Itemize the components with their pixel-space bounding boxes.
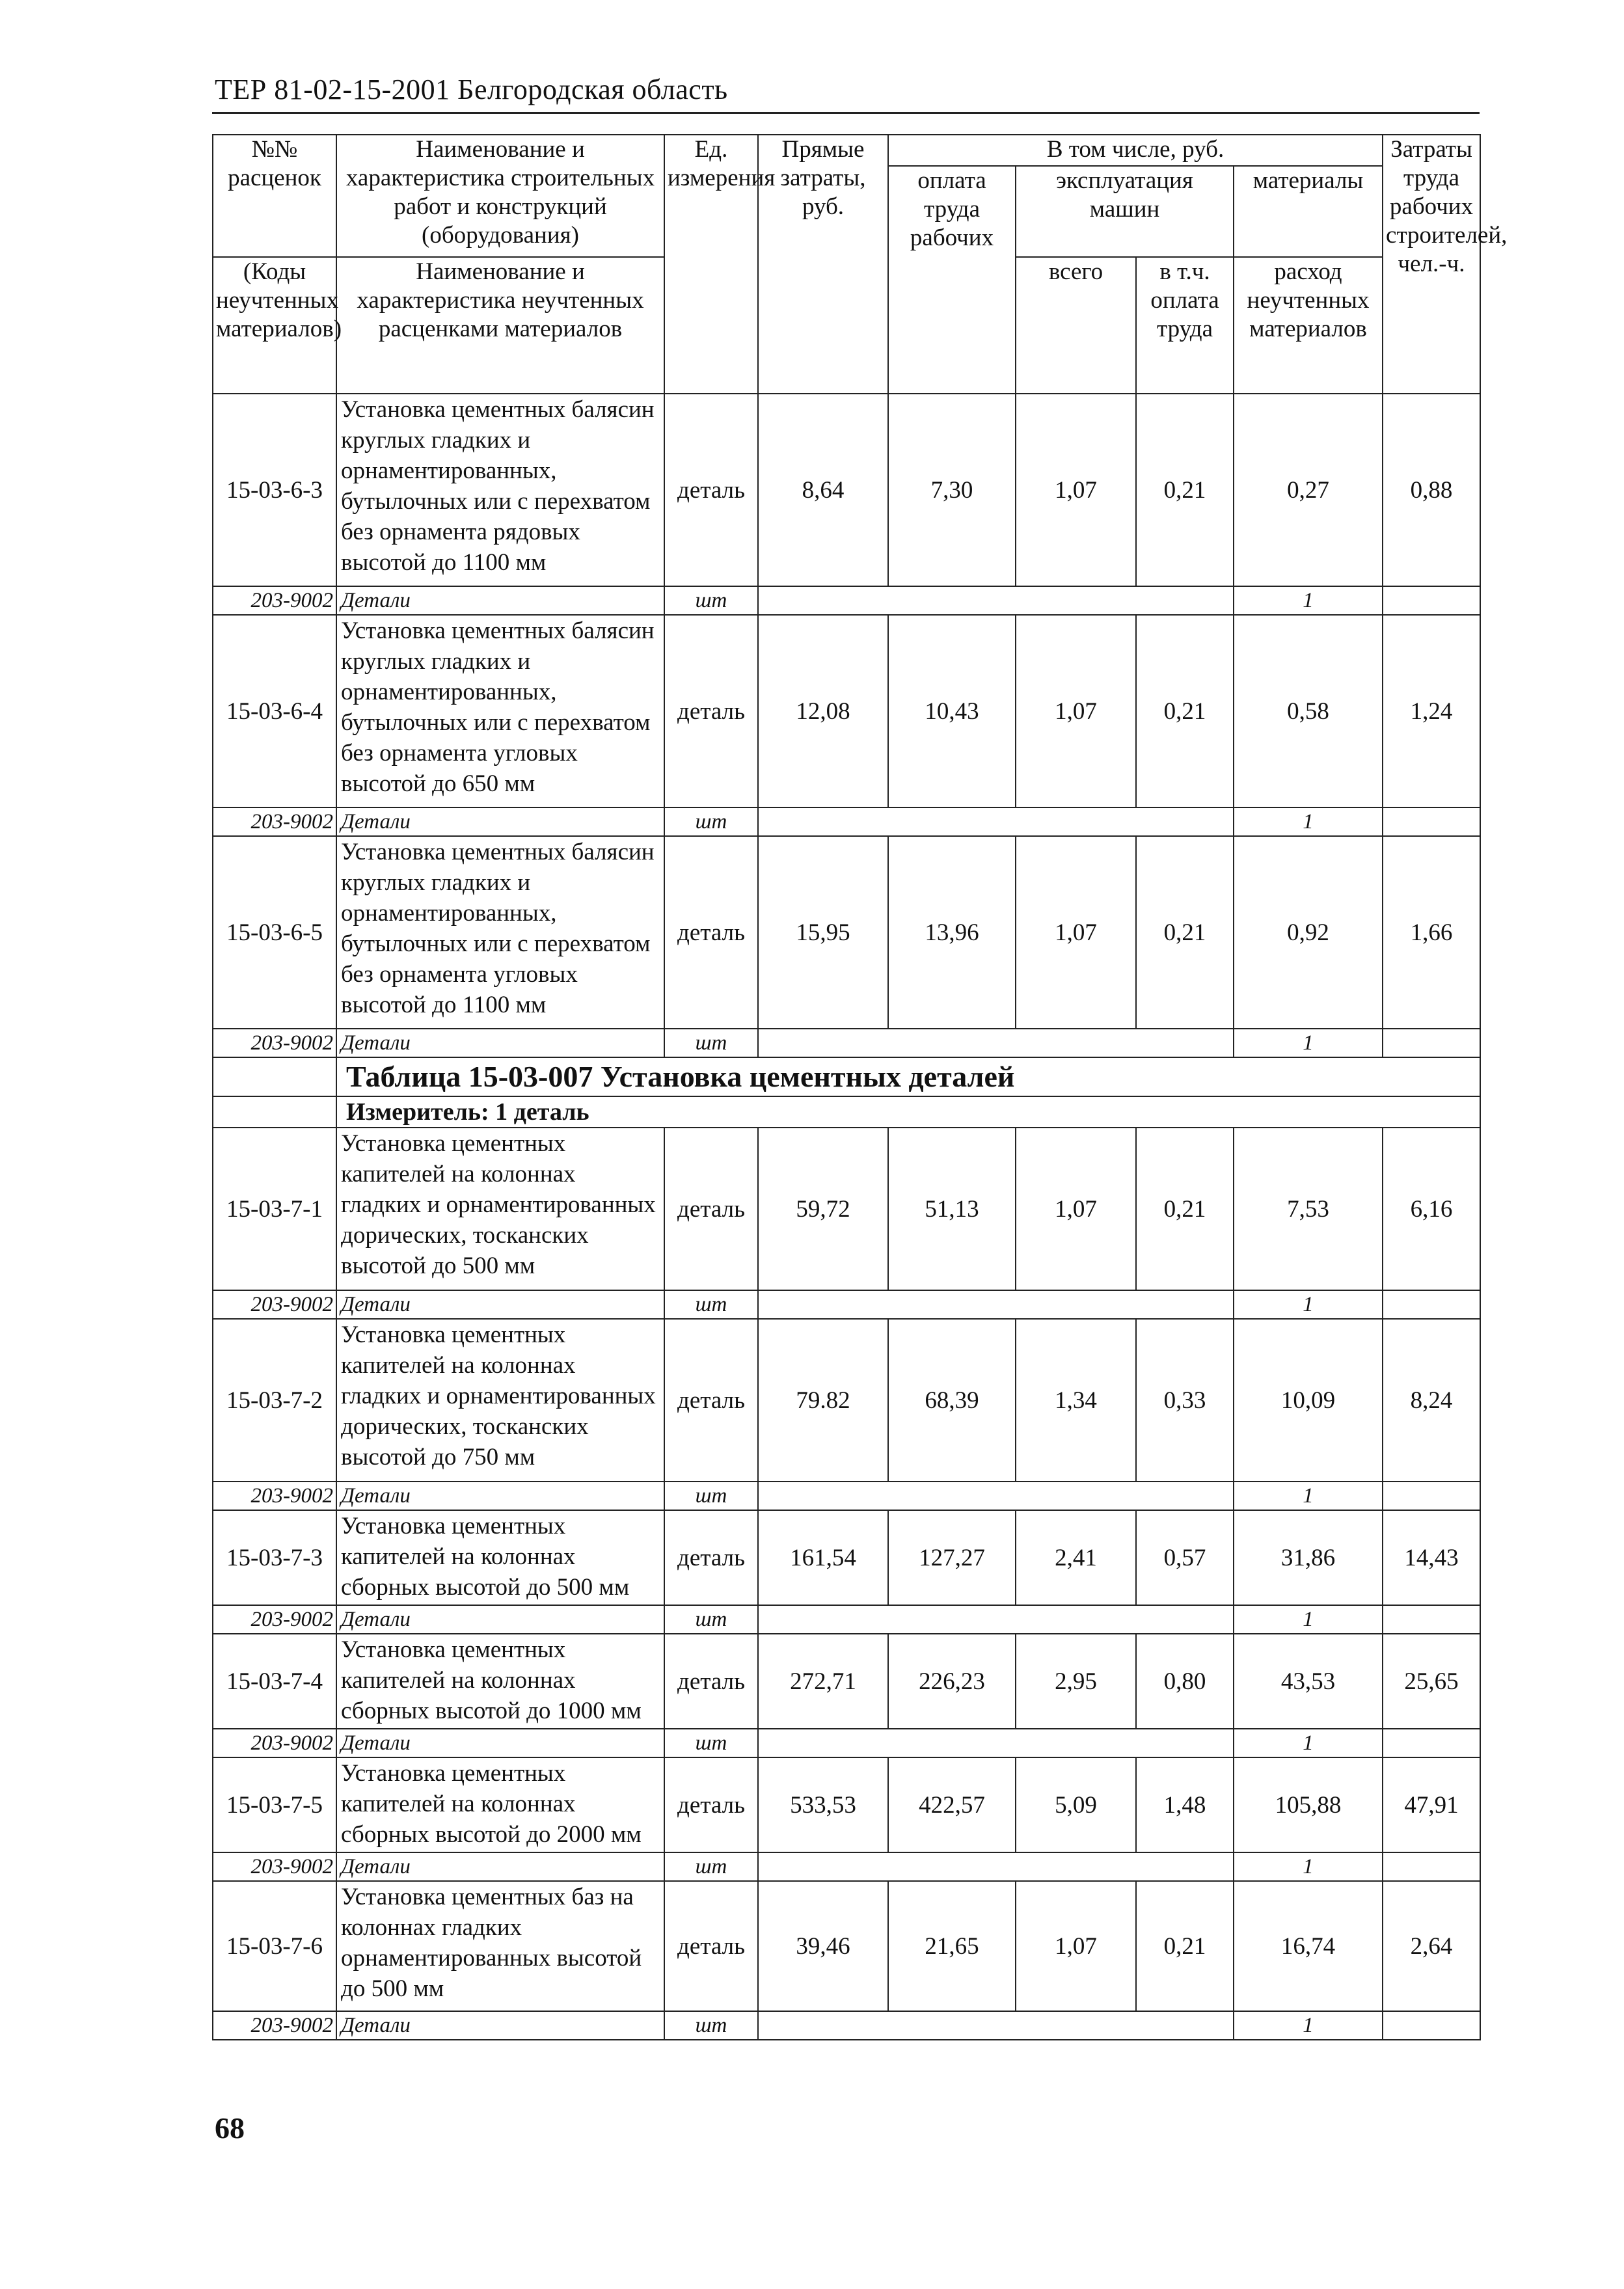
col-labor-pay: оплата труда рабочих bbox=[888, 166, 1016, 394]
machines-total: 1,07 bbox=[1016, 836, 1136, 1029]
direct-cost: 272,71 bbox=[758, 1634, 888, 1729]
unit-empty bbox=[213, 1096, 336, 1128]
material-unit: шт bbox=[664, 1029, 758, 1057]
labor-hours: 8,24 bbox=[1383, 1319, 1480, 1482]
labor-pay: 7,30 bbox=[888, 394, 1016, 586]
rate-unit: деталь bbox=[664, 836, 758, 1029]
table-title-row bbox=[213, 1057, 1480, 1096]
rate-code: 15-03-7-1 bbox=[213, 1128, 336, 1290]
rate-unit: деталь bbox=[664, 394, 758, 586]
col-rate-no: №№ расценок bbox=[213, 135, 336, 257]
col-labor-cost: Затраты труда рабочих строителей, чел.-ч. bbox=[1383, 135, 1480, 394]
materials-cost: 0,92 bbox=[1234, 836, 1383, 1029]
material-qty: 1 bbox=[1234, 1029, 1383, 1057]
materials-cost: 7,53 bbox=[1234, 1128, 1383, 1290]
rate-unit: деталь bbox=[664, 1128, 758, 1290]
machines-pay: 0,57 bbox=[1136, 1510, 1234, 1605]
material-empty-last bbox=[1383, 1290, 1480, 1319]
direct-cost: 39,46 bbox=[758, 1881, 888, 2011]
col-unaccounted-use: расход неучтенных материалов bbox=[1234, 257, 1383, 394]
machines-total: 1,07 bbox=[1016, 1128, 1136, 1290]
labor-pay: 422,57 bbox=[888, 1757, 1016, 1852]
material-name: Детали bbox=[336, 1290, 664, 1319]
material-empty bbox=[758, 1729, 1234, 1757]
machines-total: 1,07 bbox=[1016, 394, 1136, 586]
machines-total: 2,41 bbox=[1016, 1510, 1136, 1605]
labor-hours: 1,24 bbox=[1383, 615, 1480, 807]
rate-code: 15-03-6-5 bbox=[213, 836, 336, 1029]
machines-pay: 0,80 bbox=[1136, 1634, 1234, 1729]
materials-cost: 31,86 bbox=[1234, 1510, 1383, 1605]
material-qty: 1 bbox=[1234, 1729, 1383, 1757]
labor-pay: 68,39 bbox=[888, 1319, 1016, 1482]
col-incl: В том числе, руб. bbox=[888, 135, 1383, 166]
rate-row bbox=[213, 1510, 1480, 1605]
rate-code: 15-03-7-2 bbox=[213, 1319, 336, 1482]
material-qty: 1 bbox=[1234, 1605, 1383, 1634]
rate-unit: деталь bbox=[664, 1510, 758, 1605]
material-unit: шт bbox=[664, 1729, 758, 1757]
material-empty-last bbox=[1383, 586, 1480, 615]
material-row bbox=[213, 586, 1480, 615]
material-code: 203-9002 bbox=[213, 1482, 336, 1510]
material-row bbox=[213, 1729, 1480, 1757]
rate-name: Установка цементных капителей на колоннах гладких и орнаментированных дорических, тосканских высотой до 750 мм bbox=[336, 1319, 664, 1482]
table-unit-row bbox=[213, 1096, 1480, 1128]
material-empty-last bbox=[1383, 2011, 1480, 2040]
material-unit: шт bbox=[664, 807, 758, 836]
material-code: 203-9002 bbox=[213, 807, 336, 836]
machines-pay: 0,33 bbox=[1136, 1319, 1234, 1482]
material-name: Детали bbox=[336, 1605, 664, 1634]
material-empty bbox=[758, 2011, 1234, 2040]
col-name: Наименование и характеристика строительных работ и конструкций (оборудования) bbox=[336, 135, 664, 257]
material-empty-last bbox=[1383, 807, 1480, 836]
rate-unit: деталь bbox=[664, 1319, 758, 1482]
direct-cost: 15,95 bbox=[758, 836, 888, 1029]
direct-cost: 59,72 bbox=[758, 1128, 888, 1290]
rate-code: 15-03-6-4 bbox=[213, 615, 336, 807]
page-header-title: ТЕР 81-02-15-2001 Белгородская область bbox=[215, 74, 728, 105]
header-rule bbox=[212, 112, 1480, 114]
material-empty bbox=[758, 1605, 1234, 1634]
material-row bbox=[213, 1290, 1480, 1319]
material-qty: 1 bbox=[1234, 586, 1383, 615]
material-name: Детали bbox=[336, 1852, 664, 1881]
material-qty: 1 bbox=[1234, 2011, 1383, 2040]
material-name: Детали bbox=[336, 586, 664, 615]
material-row bbox=[213, 1029, 1480, 1057]
rates-table bbox=[212, 134, 1508, 2040]
rate-code: 15-03-7-6 bbox=[213, 1881, 336, 2011]
material-qty: 1 bbox=[1234, 1482, 1383, 1510]
material-row bbox=[213, 1605, 1480, 1634]
material-qty: 1 bbox=[1234, 1290, 1383, 1319]
machines-pay: 0,21 bbox=[1136, 1881, 1234, 2011]
machines-pay: 1,48 bbox=[1136, 1757, 1234, 1852]
material-empty-last bbox=[1383, 1852, 1480, 1881]
col-materials: материалы bbox=[1234, 166, 1383, 257]
material-empty bbox=[758, 586, 1234, 615]
rate-unit: деталь bbox=[664, 615, 758, 807]
machines-total: 1,34 bbox=[1016, 1319, 1136, 1482]
material-empty bbox=[758, 1482, 1234, 1510]
labor-hours: 2,64 bbox=[1383, 1881, 1480, 2011]
material-name: Детали bbox=[336, 1029, 664, 1057]
rate-code: 15-03-6-3 bbox=[213, 394, 336, 586]
material-code: 203-9002 bbox=[213, 1605, 336, 1634]
material-unit: шт bbox=[664, 1605, 758, 1634]
labor-hours: 1,66 bbox=[1383, 836, 1480, 1029]
machines-total: 1,07 bbox=[1016, 615, 1136, 807]
rate-name: Установка цементных капителей на колоннах сборных высотой до 1000 мм bbox=[336, 1634, 664, 1729]
labor-pay: 127,27 bbox=[888, 1510, 1016, 1605]
material-code: 203-9002 bbox=[213, 2011, 336, 2040]
labor-hours: 47,91 bbox=[1383, 1757, 1480, 1852]
material-empty bbox=[758, 807, 1234, 836]
rate-name: Установка цементных балясин круглых гладких и орнаментированных, бутылочных или с перехватом без орнамента угловых высотой до 650 мм bbox=[336, 615, 664, 807]
rate-row bbox=[213, 1319, 1480, 1482]
rate-row bbox=[213, 394, 1480, 586]
direct-cost: 8,64 bbox=[758, 394, 888, 586]
col-machines: эксплуатация машин bbox=[1016, 166, 1234, 257]
rate-name: Установка цементных капителей на колоннах сборных высотой до 2000 мм bbox=[336, 1757, 664, 1852]
labor-hours: 14,43 bbox=[1383, 1510, 1480, 1605]
rate-row bbox=[213, 1757, 1480, 1852]
rate-code: 15-03-7-3 bbox=[213, 1510, 336, 1605]
rate-row bbox=[213, 836, 1480, 1029]
machines-total: 2,95 bbox=[1016, 1634, 1136, 1729]
table-title: Таблица 15-03-007 Установка цементных деталей bbox=[336, 1057, 1480, 1096]
material-unit: шт bbox=[664, 586, 758, 615]
material-code: 203-9002 bbox=[213, 1852, 336, 1881]
machines-total: 1,07 bbox=[1016, 1881, 1136, 2011]
material-name: Детали bbox=[336, 2011, 664, 2040]
material-empty-last bbox=[1383, 1482, 1480, 1510]
material-qty: 1 bbox=[1234, 1852, 1383, 1881]
material-code: 203-9002 bbox=[213, 1290, 336, 1319]
rates-table-body bbox=[213, 135, 1508, 2040]
direct-cost: 12,08 bbox=[758, 615, 888, 807]
materials-cost: 10,09 bbox=[1234, 1319, 1383, 1482]
material-row bbox=[213, 1482, 1480, 1510]
material-empty-last bbox=[1383, 1729, 1480, 1757]
material-empty-last bbox=[1383, 1605, 1480, 1634]
materials-cost: 16,74 bbox=[1234, 1881, 1383, 2011]
material-empty bbox=[758, 1029, 1234, 1057]
rate-row bbox=[213, 1128, 1480, 1290]
labor-hours: 25,65 bbox=[1383, 1634, 1480, 1729]
col-machines-pay: в т.ч. оплата труда bbox=[1136, 257, 1234, 394]
direct-cost: 533,53 bbox=[758, 1757, 888, 1852]
labor-pay: 226,23 bbox=[888, 1634, 1016, 1729]
labor-pay: 10,43 bbox=[888, 615, 1016, 807]
machines-pay: 0,21 bbox=[1136, 394, 1234, 586]
col-direct: Прямые затраты, руб. bbox=[758, 135, 888, 394]
materials-cost: 0,58 bbox=[1234, 615, 1383, 807]
rate-row bbox=[213, 1881, 1480, 2011]
material-unit: шт bbox=[664, 2011, 758, 2040]
rate-name: Установка цементных балясин круглых гладких и орнаментированных, бутылочных или с перехватом без орнамента рядовых высотой до 1100 мм bbox=[336, 394, 664, 586]
rate-code: 15-03-7-4 bbox=[213, 1634, 336, 1729]
direct-cost: 79.82 bbox=[758, 1319, 888, 1482]
material-empty bbox=[758, 1852, 1234, 1881]
page-number: 68 bbox=[215, 2111, 245, 2145]
machines-pay: 0,21 bbox=[1136, 615, 1234, 807]
material-unit: шт bbox=[664, 1852, 758, 1881]
material-name: Детали bbox=[336, 1482, 664, 1510]
col-codes: (Коды неучтенных материалов) bbox=[213, 257, 336, 394]
rate-unit: деталь bbox=[664, 1881, 758, 2011]
rate-row bbox=[213, 615, 1480, 807]
materials-cost: 0,27 bbox=[1234, 394, 1383, 586]
header-row-1 bbox=[213, 135, 1480, 166]
material-qty: 1 bbox=[1234, 807, 1383, 836]
labor-pay: 13,96 bbox=[888, 836, 1016, 1029]
labor-hours: 6,16 bbox=[1383, 1128, 1480, 1290]
rate-row bbox=[213, 1634, 1480, 1729]
rate-code: 15-03-7-5 bbox=[213, 1757, 336, 1852]
material-row bbox=[213, 2011, 1480, 2040]
rate-name: Установка цементных капителей на колоннах сборных высотой до 500 мм bbox=[336, 1510, 664, 1605]
col-unaccounted-name: Наименование и характеристика неучтенных расценками материалов bbox=[336, 257, 664, 394]
material-code: 203-9002 bbox=[213, 1729, 336, 1757]
labor-hours: 0,88 bbox=[1383, 394, 1480, 586]
material-unit: шт bbox=[664, 1290, 758, 1319]
material-row bbox=[213, 807, 1480, 836]
col-machines-total: всего bbox=[1016, 257, 1136, 394]
material-row bbox=[213, 1852, 1480, 1881]
material-name: Детали bbox=[336, 1729, 664, 1757]
material-name: Детали bbox=[336, 807, 664, 836]
direct-cost: 161,54 bbox=[758, 1510, 888, 1605]
col-unit: Ед. измерения bbox=[664, 135, 758, 394]
rate-name: Установка цементных балясин круглых гладких и орнаментированных, бутылочных или с перехватом без орнамента угловых высотой до 1100 мм bbox=[336, 836, 664, 1029]
material-unit: шт bbox=[664, 1482, 758, 1510]
material-code: 203-9002 bbox=[213, 1029, 336, 1057]
rate-unit: деталь bbox=[664, 1634, 758, 1729]
labor-pay: 51,13 bbox=[888, 1128, 1016, 1290]
materials-cost: 105,88 bbox=[1234, 1757, 1383, 1852]
machines-pay: 0,21 bbox=[1136, 1128, 1234, 1290]
material-empty-last bbox=[1383, 1029, 1480, 1057]
machines-total: 5,09 bbox=[1016, 1757, 1136, 1852]
rate-name: Установка цементных баз на колоннах гладких орнаментированных высотой до 500 мм bbox=[336, 1881, 664, 2011]
machines-pay: 0,21 bbox=[1136, 836, 1234, 1029]
rate-unit: деталь bbox=[664, 1757, 758, 1852]
rate-name: Установка цементных капителей на колоннах гладких и орнаментированных дорических, тосканских высотой до 500 мм bbox=[336, 1128, 664, 1290]
table-unit: Измеритель: 1 деталь bbox=[336, 1096, 1480, 1128]
material-empty bbox=[758, 1290, 1234, 1319]
material-code: 203-9002 bbox=[213, 586, 336, 615]
title-empty bbox=[213, 1057, 336, 1096]
materials-cost: 43,53 bbox=[1234, 1634, 1383, 1729]
labor-pay: 21,65 bbox=[888, 1881, 1016, 2011]
